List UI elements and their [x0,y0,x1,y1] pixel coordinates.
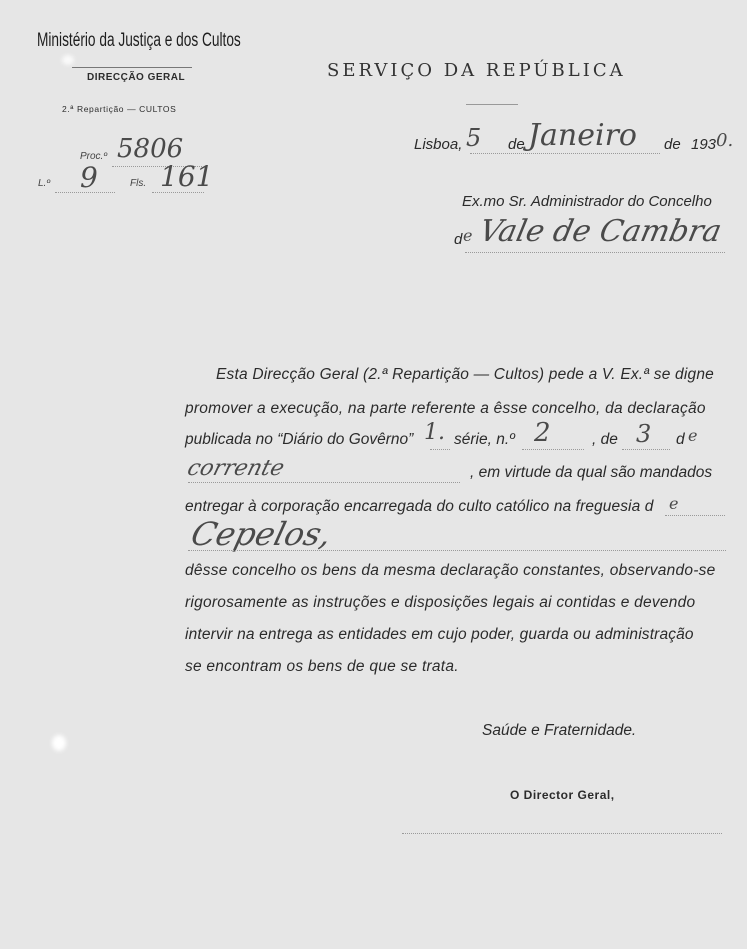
fls-label: Fls. [130,178,147,189]
signature-dotline [402,833,722,834]
body-line-7: dêsse concelho os bens da mesma declaração constantes, observando-se [185,562,716,579]
body-line-3b: série, n.º [454,431,515,448]
addressee-dotline [465,252,725,253]
fls-dotline [152,192,204,193]
body-day-number: 3 [636,420,652,448]
date-place: Lisboa, [414,136,463,153]
parish-dotline-2 [188,550,726,551]
body-line-3d: d [676,431,685,448]
service-heading: SERVIÇO DA REPÚBLICA [327,60,626,81]
signature-title: O Director Geral, [510,788,615,802]
date-de-1: de [508,136,525,153]
body-line-5-hand: e [669,494,679,513]
series-dotline [430,449,450,450]
ministry-name: Ministério da Justiça e dos Cultos [37,30,241,51]
proc-number: 5806 [117,134,184,164]
date-year-suffix: 0. [716,130,734,151]
parish-dotline-1 [665,515,725,516]
fls-number: 161 [160,160,214,193]
livro-number: 9 [80,161,98,194]
body-line-9: intervir na entrega as entidades em cujo poder, guarda ou administração [185,626,694,643]
date-de-2: de [664,136,681,153]
service-rule [466,104,518,105]
body-line-3c: , de [592,431,618,448]
livro-dotline [55,192,115,193]
body-line-2: promover a execução, na parte referente a êsse concelho, da declaração [185,400,706,417]
body-line-8: rigorosamente as instruções e disposições legais ai contidas e devendo [185,594,696,611]
paper-spot [62,55,74,65]
addressee-title: Ex.mo Sr. Administrador do Concelho [462,193,712,210]
body-line-5: entregar à corporação encarregada do culto católico na freguesia d [185,498,654,515]
day-dotline [622,449,670,450]
proc-label: Proc.º [80,151,107,162]
body-line-1: Esta Direcção Geral (2.ª Repartição — Cultos) pede a V. Ex.ª se digne [216,366,714,383]
date-dotline [470,153,660,154]
addressee-prefix: d [454,231,463,248]
body-line-4b: , em virtude da qual são mandados [470,464,713,481]
date-month: Janeiro [528,118,637,153]
body-issue-number: 2 [534,418,551,448]
body-line-10: se encontram os bens de que se trata. [185,658,459,675]
issue-dotline [522,449,584,450]
parish-name: Cepelos, [187,515,336,553]
body-line-3-hand: e [688,426,698,445]
paper-spot [52,735,66,751]
body-month-hand: corrente [184,456,288,481]
addressee-name: Vale de Cambra [476,214,725,249]
body-line-3a: publicada no “Diário do Govêrno” [185,431,414,448]
header-rule [72,67,192,68]
addressee-prefix-hand: e [463,226,473,245]
livro-label: L.º [38,178,50,189]
body-series-number: 1. [424,420,445,445]
closing-salutation: Saúde e Fraternidade. [482,722,637,739]
department-name: 2.ª Repartição — CULTOS [62,104,177,114]
date-year-prefix: 193 [691,136,717,153]
month-dotline [188,482,460,483]
directorate-name: DIRECÇÃO GERAL [87,72,186,83]
date-day: 5 [466,124,482,152]
